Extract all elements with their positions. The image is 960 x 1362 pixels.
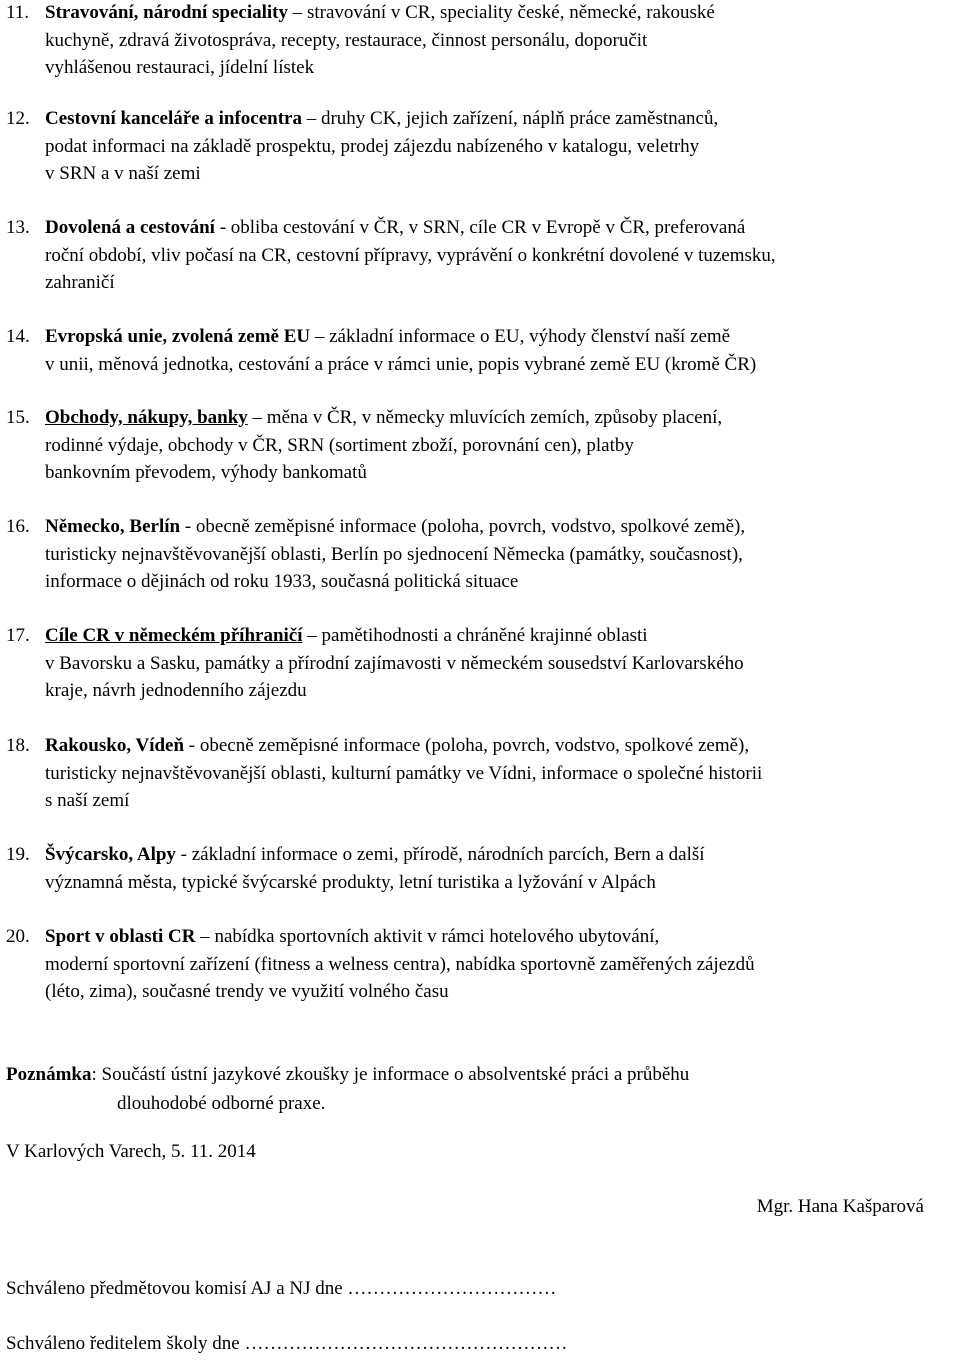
- topic-title: Německo, Berlín: [45, 516, 181, 537]
- topic-item-19: [6, 841, 936, 896]
- topic-title: Obchody, nákupy, banky: [45, 407, 248, 428]
- topic-text: základní informace o EU, výhody členství naší země: [329, 326, 731, 347]
- topic-item-20: 20. Sport v oblasti CR – nabídka sportovních aktivit v rámci hotelového ubytování, moderní sportovní zařízení (fitness a welness centra), nabídka sportovně zaměřených zájezdů (léto, zima), současné trendy ve využití volného času: [6, 923, 936, 1006]
- topic-item-17: 17. Cíle CR v německém příhraničí – pamětihodnosti a chráněné krajinné oblasti v Bavorsku a Sasku, památky a přírodní zajímavosti v německém sousedství Karlovarského kraje, návrh jednodenního zájezdu: [6, 622, 936, 705]
- topic-item-12: 12. Cestovní kanceláře a infocentra – druhy CK, jejich zařízení, náplň práce zaměstnanců, podat informaci na základě prospektu, prodej zájezdu nabízeného v katalogu, veletrhy v SRN a v naší zemi: [6, 105, 936, 188]
- topic-text: informace o dějinách od roku 1933, současná politická situace: [45, 571, 519, 592]
- note-text: : Součástí ústní jazykové zkoušky je informace o absolventské práci a průběhu: [91, 1064, 690, 1085]
- topic-text: významná města, typické švýcarské produkty, letní turistika a lyžování v Alpách: [45, 871, 656, 893]
- topic-item-11: 11. Stravování, národní speciality – stravování v CR, speciality české, německé, rakouské kuchyně, zdravá životospráva, recepty, restaurace, činnost personálu, doporučit vyhlášenou restauraci, jídelní lístek: [6, 0, 936, 82]
- topic-text: stravování v CR, speciality české, německé, rakouské: [306, 2, 715, 23]
- topic-text: pamětihodnosti a chráněné krajinné oblasti: [321, 625, 648, 646]
- topic-title: Dovolená a cestování: [45, 217, 215, 238]
- topic-text: - obliba cestování v ČR, v SRN, cíle CR v Evropě v ČR, preferovaná: [219, 217, 746, 238]
- topic-text: měna v ČR, v německy mluvících zemích, způsoby placení,: [266, 407, 723, 428]
- topic-number: 17.: [6, 625, 30, 646]
- topic-text: kuchyně, zdravá životospráva, recepty, restaurace, činnost personálu, doporučit: [45, 29, 648, 51]
- topic-text: turisticky nejnavštěvovanější oblasti, Berlín po sjednocení Německa (památky, současnost),: [45, 543, 743, 565]
- topic-text: zahraničí: [45, 272, 115, 293]
- topic-number: 18.: [6, 735, 30, 756]
- topic-number: 11.: [6, 2, 30, 23]
- topic-item-13: [6, 214, 936, 297]
- topic-title: Sport v oblasti CR: [45, 926, 196, 947]
- topic-title: Evropská unie, zvolená země EU: [45, 326, 311, 347]
- topic-text: podat informaci na základě prospektu, prodej zájezdu nabízeného v katalogu, veletrhy: [45, 135, 700, 157]
- topic-text: - základní informace o zemi, přírodě, národních parcích, Bern a další: [180, 844, 705, 865]
- topic-title: Švýcarsko, Alpy: [45, 844, 176, 865]
- topic-title: Cestovní kanceláře a infocentra: [45, 108, 302, 129]
- note: [6, 1060, 689, 1118]
- topic-number: 14.: [6, 326, 30, 347]
- approval-director: Schváleno ředitelem školy dne ……………………………………………: [6, 1333, 568, 1354]
- note-text: dlouhodobé odborné praxe.: [117, 1093, 326, 1114]
- topic-number: 19.: [6, 844, 30, 865]
- topic-text: bankovním převodem, výhody bankomatů: [45, 462, 367, 483]
- topic-text: - obecně zeměpisné informace (poloha, povrch, vodstvo, spolkové země),: [184, 516, 746, 537]
- topic-text: (léto, zima), současné trendy ve využití volného času: [45, 981, 449, 1002]
- topic-text: nabídka sportovních aktivit v rámci hotelového ubytování,: [214, 926, 660, 947]
- topic-item-14: 14. Evropská unie, zvolená země EU – základní informace o EU, výhody členství naší země v unii, měnová jednotka, cestování a práce v rámci unie, popis vybrané země EU (kromě ČR): [6, 323, 936, 378]
- topic-text: v Bavorsku a Sasku, památky a přírodní zajímavosti v německém sousedství Karlovarského: [45, 652, 744, 674]
- topic-text: kraje, návrh jednodenního zájezdu: [45, 680, 307, 701]
- topic-title: Rakousko, Vídeň: [45, 735, 185, 756]
- topic-text: roční období, vliv počasí na CR, cestovní přípravy, vyprávění o konkrétní dovolené v tuzemsku,: [45, 244, 776, 266]
- place-date: V Karlových Varech, 5. 11. 2014: [6, 1141, 256, 1162]
- topic-title: Cíle CR v německém příhraničí: [45, 625, 303, 646]
- topic-text: - obecně zeměpisné informace (poloha, povrch, vodstvo, spolkové země),: [188, 735, 750, 756]
- topic-item-16: [6, 513, 936, 596]
- topic-text: v unii, měnová jednotka, cestování a práce v rámci unie, popis vybrané země EU (kromě ČR): [45, 353, 757, 375]
- note-label: Poznámka: [6, 1064, 92, 1085]
- topic-text: turisticky nejnavštěvovanější oblasti, kulturní památky ve Vídni, informace o společné historii: [45, 762, 763, 784]
- topic-text: moderní sportovní zařízení (fitness a welness centra), nabídka sportovně zaměřených zájezdů: [45, 953, 755, 975]
- topic-text: rodinné výdaje, obchody v ČR, SRN (sortiment zboží, porovnání cen), platby: [45, 434, 634, 456]
- topic-item-18: [6, 732, 936, 815]
- topic-number: 15.: [6, 407, 30, 428]
- topic-number: 16.: [6, 516, 30, 537]
- topic-text: s naší zemí: [45, 790, 130, 811]
- topic-number: 20.: [6, 926, 30, 947]
- topic-text: vyhlášenou restauraci, jídelní lístek: [45, 57, 315, 78]
- topic-item-15: 15. Obchody, nákupy, banky – měna v ČR, v německy mluvících zemích, způsoby placení, rodinné výdaje, obchody v ČR, SRN (sortiment zboží, porovnání cen), platby bankovním převodem, výhody bankomatů: [6, 404, 936, 487]
- topic-text: v SRN a v naší zemi: [45, 163, 201, 184]
- topic-number: 13.: [6, 217, 30, 238]
- signer-name: Mgr. Hana Kašparová: [756, 1196, 924, 1217]
- approval-committee: Schváleno předmětovou komisí AJ a NJ dne ……………………………: [6, 1278, 557, 1299]
- topic-number: 12.: [6, 108, 30, 129]
- topic-title: Stravování, národní speciality: [45, 2, 288, 23]
- topic-text: druhy CK, jejich zařízení, náplň práce zaměstnanců,: [320, 108, 719, 129]
